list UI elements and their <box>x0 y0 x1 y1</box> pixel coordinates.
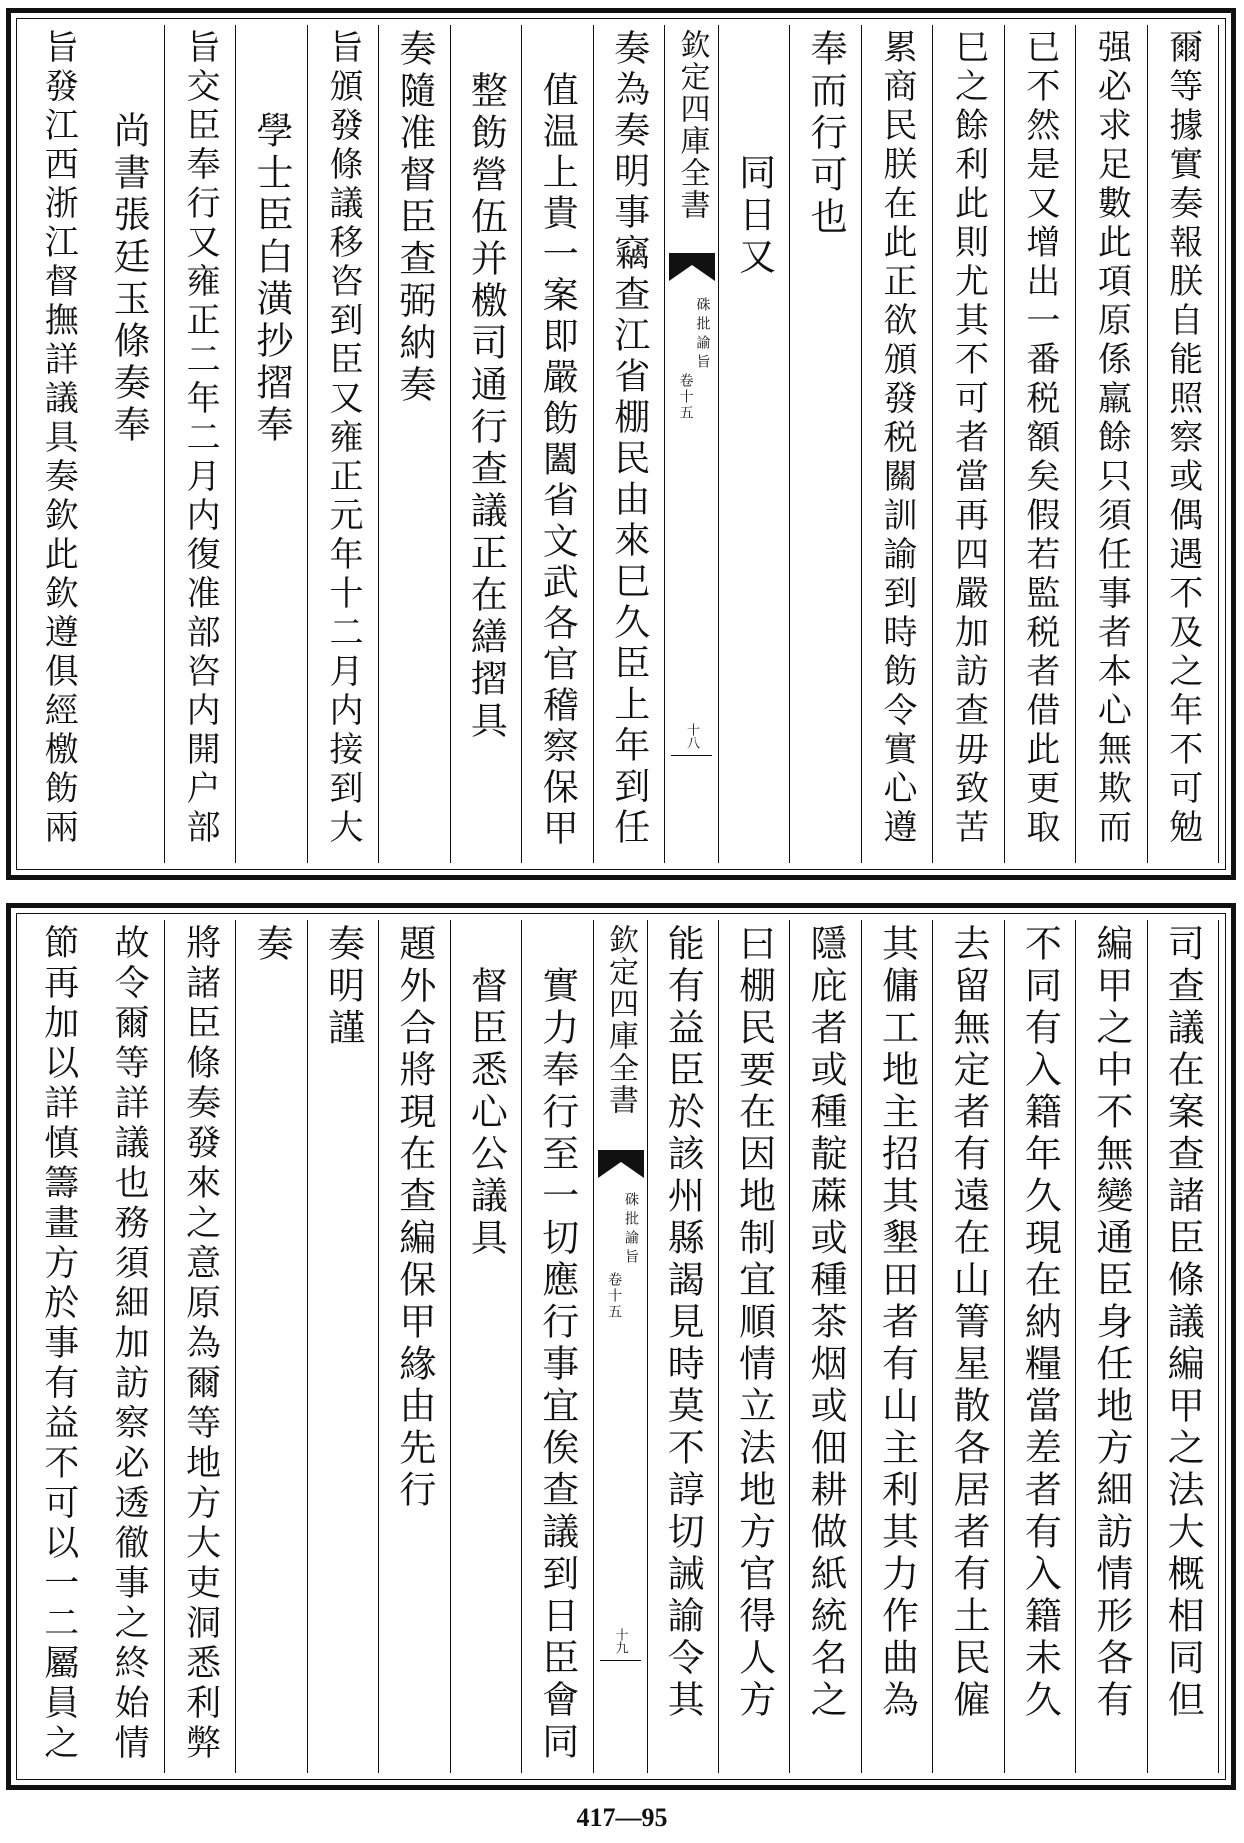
column-text: 强必求足數此項原係羸餘只須任事者本心無欺而 <box>1091 29 1132 848</box>
text-column <box>719 920 790 1773</box>
column-text: 不同有入籍年久現在納糧當差者有入籍未久 <box>1018 924 1062 1722</box>
text-column <box>165 25 236 863</box>
text-column <box>862 25 933 863</box>
column-text: 隱庇者或種靛蔴或種茶烟或佃耕做紙統名之 <box>804 924 848 1722</box>
text-column <box>93 25 164 863</box>
spine-title: 欽定四庫全書 <box>603 924 638 1116</box>
top-page-columns <box>23 25 1219 863</box>
column-text: 奏隨准督臣查弼納奏 <box>392 29 436 407</box>
text-column <box>23 920 93 1773</box>
text-column <box>451 920 522 1773</box>
text-column <box>648 920 719 1773</box>
text-column <box>1076 920 1147 1773</box>
top-spine <box>665 25 719 863</box>
text-column <box>308 25 379 863</box>
column-text: 整飭營伍并檄司通行查議正在繕摺具 <box>464 71 508 743</box>
column-text: 奏為奏明事竊查江省棚民由來巳久臣上年到任 <box>608 29 650 849</box>
spine-subtitle: 硃批諭旨 <box>694 297 711 373</box>
text-column <box>594 25 665 863</box>
text-column <box>790 920 861 1773</box>
bottom-page <box>6 903 1236 1790</box>
spine-subtitle: 硃批諭旨 <box>623 1192 640 1268</box>
page-number: 417—95 <box>576 1803 668 1832</box>
text-column <box>451 25 522 863</box>
column-text: 節再加以詳慎籌畫方於事有益不可以一二屬員之 <box>38 924 79 1764</box>
text-column <box>165 920 236 1773</box>
text-column <box>1148 25 1219 863</box>
column-text: 能有益臣於該州縣謁見時莫不諄切誡諭令其 <box>661 924 705 1722</box>
column-text: 題外合將現在查編保甲緣由先行 <box>392 924 436 1512</box>
text-column <box>1005 920 1076 1773</box>
column-text: 奏明謹 <box>321 924 365 1050</box>
text-column <box>379 25 450 863</box>
text-column <box>1076 25 1147 863</box>
spine-leaf-number: 十九 <box>612 1628 628 1654</box>
column-text: 奉而行可也 <box>804 29 848 239</box>
text-column <box>790 25 861 863</box>
spine-leaf-number: 十八 <box>683 723 699 749</box>
column-text: 旨頒發條議移咨到臣又雍正元年十二月内接到大 <box>322 29 363 848</box>
top-page <box>6 8 1236 880</box>
column-text: 巳之餘利此則尤其不可者當再四嚴加訪查毋致苦 <box>948 29 989 848</box>
column-text: 去留無定者有遠在山箐星散各居者有土民僱 <box>946 924 990 1722</box>
column-text: 值温上貴一案即嚴飭闔省文武各官稽察保甲 <box>537 71 579 850</box>
text-column <box>236 920 307 1773</box>
text-column <box>933 920 1004 1773</box>
bottom-spine <box>594 920 648 1773</box>
column-text: 爾等據實奏報朕自能照察或偶遇不及之年不可勉 <box>1162 29 1203 848</box>
column-text: 編甲之中不無變通臣身任地方細訪情形各有 <box>1089 924 1133 1722</box>
bottom-page-columns <box>23 920 1219 1773</box>
column-text: 督臣悉心公議具 <box>464 966 508 1260</box>
column-text: 司查議在案查諸臣條議編甲之法大概相同但 <box>1161 924 1205 1722</box>
fishtail-mark-icon <box>598 1150 644 1178</box>
column-text: 旨發江西浙江督撫詳議具奏欽此欽遵俱經檄飭兩 <box>38 29 79 848</box>
text-column <box>23 25 93 863</box>
column-text: 曰棚民要在因地制宜順情立法地方官得人方 <box>732 924 776 1722</box>
text-column <box>236 25 307 863</box>
spine-rule <box>600 1660 641 1661</box>
column-text: 學士臣白潢抄摺奉 <box>250 111 294 447</box>
column-text: 尚書張廷玉條奏奉 <box>107 111 151 447</box>
text-column <box>308 920 379 1773</box>
spine-volume: 卷十五 <box>677 373 694 421</box>
spine-rule <box>671 755 712 756</box>
column-text: 將諸臣條奏發來之意原為爾等地方大吏洞悉利弊 <box>180 924 221 1764</box>
spine-title: 欽定四庫全書 <box>674 29 710 221</box>
text-column <box>719 25 790 863</box>
column-text: 其傭工地主招其墾田者有山主利其力作曲為 <box>875 924 919 1722</box>
text-column <box>379 920 450 1773</box>
column-text: 同日又 <box>732 153 776 279</box>
column-text: 旨交臣奉行又雍正二年二月内復准部咨内開户部 <box>180 29 221 848</box>
text-column <box>522 25 593 863</box>
text-column <box>93 920 164 1773</box>
text-column <box>933 25 1004 863</box>
column-text: 故令爾等詳議也務須細加訪察必透徹事之終始情 <box>109 924 150 1764</box>
text-column <box>522 920 593 1773</box>
column-text: 累商民朕在此正欲頒發税關訓諭到時飭令實心遵 <box>877 29 918 848</box>
text-column <box>1005 25 1076 863</box>
column-text: 奏 <box>250 924 294 966</box>
text-column <box>862 920 933 1773</box>
column-text: 實力奉行至一切應行事宜俟查議到日臣會同 <box>535 966 579 1764</box>
spine-volume: 卷十五 <box>606 1272 623 1320</box>
fishtail-mark-icon <box>669 253 715 281</box>
column-text: 已不然是又增出一番税額矣假若監税者借此更取 <box>1019 29 1060 848</box>
text-column <box>1148 920 1219 1773</box>
